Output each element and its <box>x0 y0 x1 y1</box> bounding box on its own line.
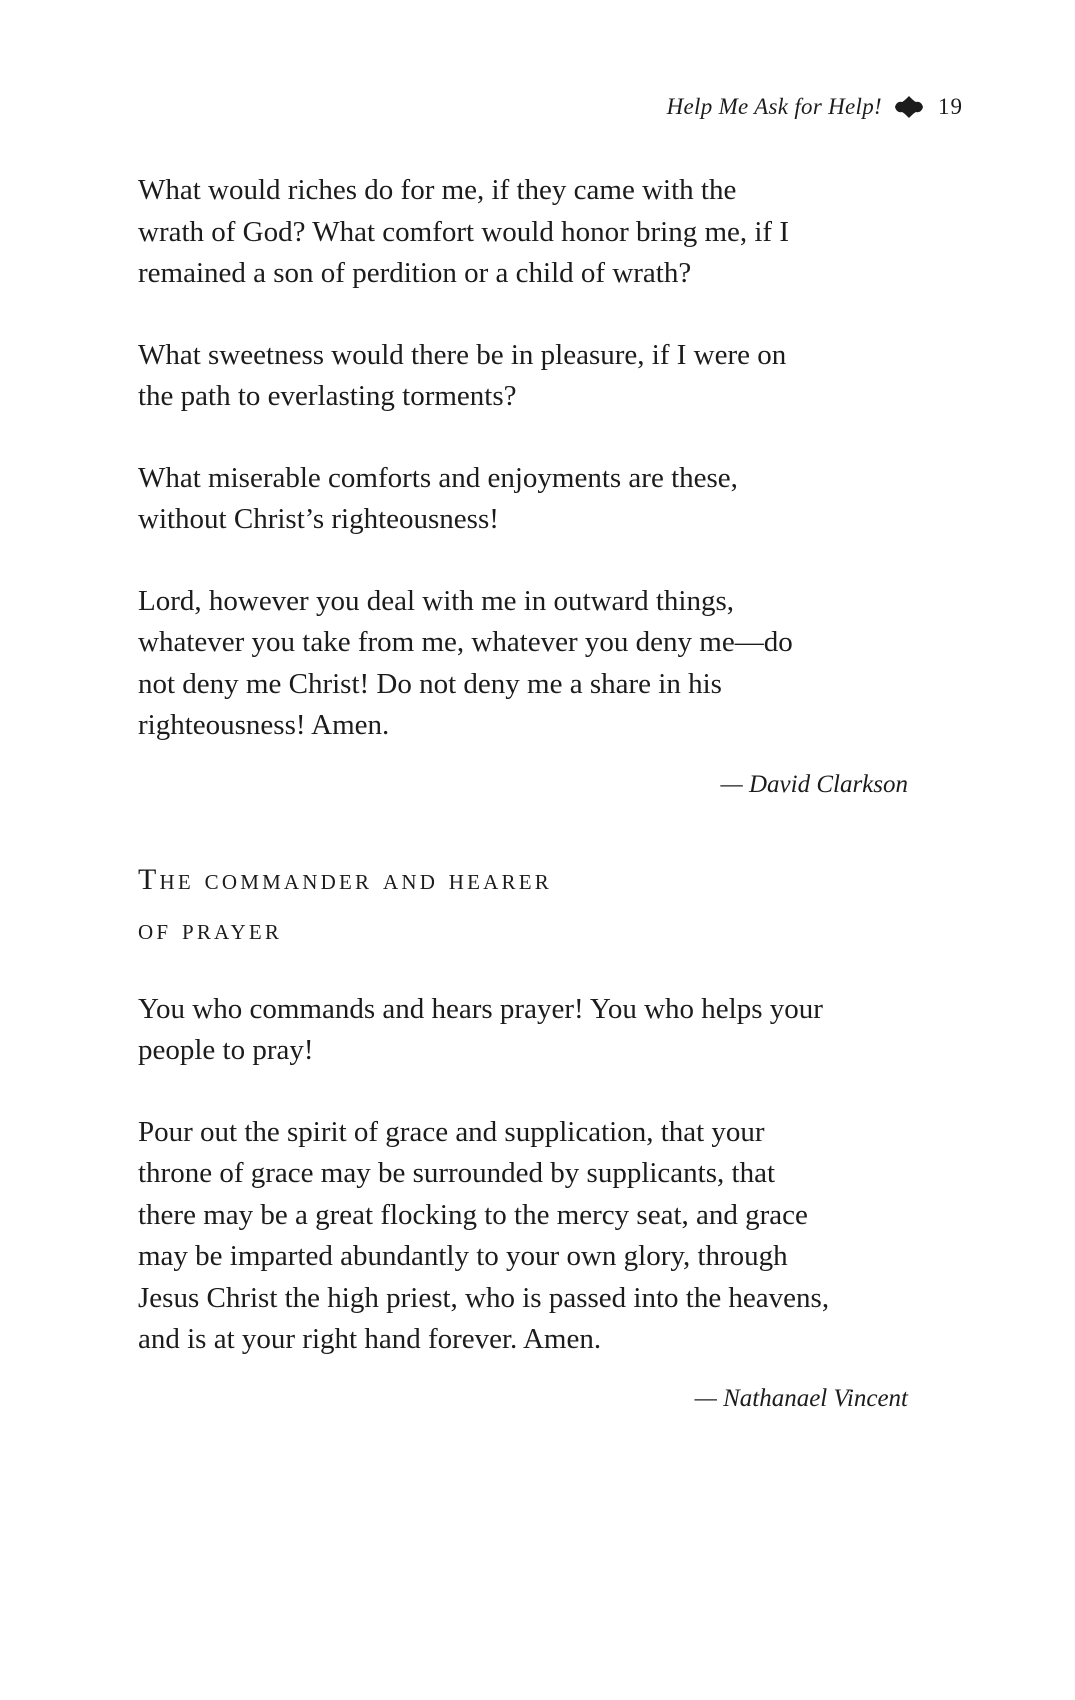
text-line: righteousness! Amen. <box>138 709 390 741</box>
text-line: throne of grace may be surrounded by supplicants, that <box>138 1157 776 1189</box>
fleuron-icon <box>894 95 924 119</box>
text-line: What miserable comforts and enjoyments are these, <box>138 461 738 494</box>
text-line: may be imparted abundantly to your own glory, through <box>138 1240 788 1272</box>
paragraph-sweetness <box>138 335 918 418</box>
text-line: wrath of God? What comfort would honor bring me, if I <box>138 215 789 248</box>
section-title-line: of prayer <box>138 912 283 946</box>
paragraph-riches <box>138 170 918 295</box>
paragraph-lord <box>138 581 918 747</box>
text-line: whatever you take from me, whatever you deny me—do <box>138 626 793 658</box>
text-line: and is at your right hand forever. Amen. <box>138 1323 602 1355</box>
text-line: What sweetness would there be in pleasure, if I were on <box>138 338 787 371</box>
paragraph-pour-out <box>138 1112 918 1361</box>
text-line: Jesus Christ the high priest, who is passed into the heavens, <box>138 1281 830 1314</box>
text-line: Lord, however you deal with me in outward things, <box>138 584 734 617</box>
text-line: people to pray! <box>138 1034 314 1066</box>
section-title <box>138 855 938 955</box>
text-line: the path to everlasting torments? <box>138 380 517 412</box>
running-head-title: Help Me Ask for Help! <box>666 94 882 119</box>
text-line: remained a son of perdition or a child of wrath? <box>138 257 692 289</box>
page-body <box>138 170 938 1413</box>
running-head <box>667 94 963 120</box>
text-line: What would riches do for me, if they came with the <box>138 174 737 206</box>
text-line: there may be a great flocking to the mercy seat, and grace <box>138 1198 808 1231</box>
text-line: You who commands and hears prayer! You who helps your <box>138 992 823 1025</box>
text-line: not deny me Christ! Do not deny me a share in his <box>138 667 722 700</box>
attribution-vincent: — Nathanael Vincent <box>694 1384 908 1412</box>
attribution-clarkson: — David Clarkson <box>720 770 908 798</box>
text-line: Pour out the spirit of grace and supplication, that your <box>138 1115 765 1148</box>
text-line: without Christ’s righteousness! <box>138 503 499 535</box>
section-title-line: The commander and hearer <box>138 862 552 896</box>
paragraph-commands <box>138 989 918 1072</box>
paragraph-comforts <box>138 458 918 541</box>
page-number: 19 <box>938 94 963 119</box>
